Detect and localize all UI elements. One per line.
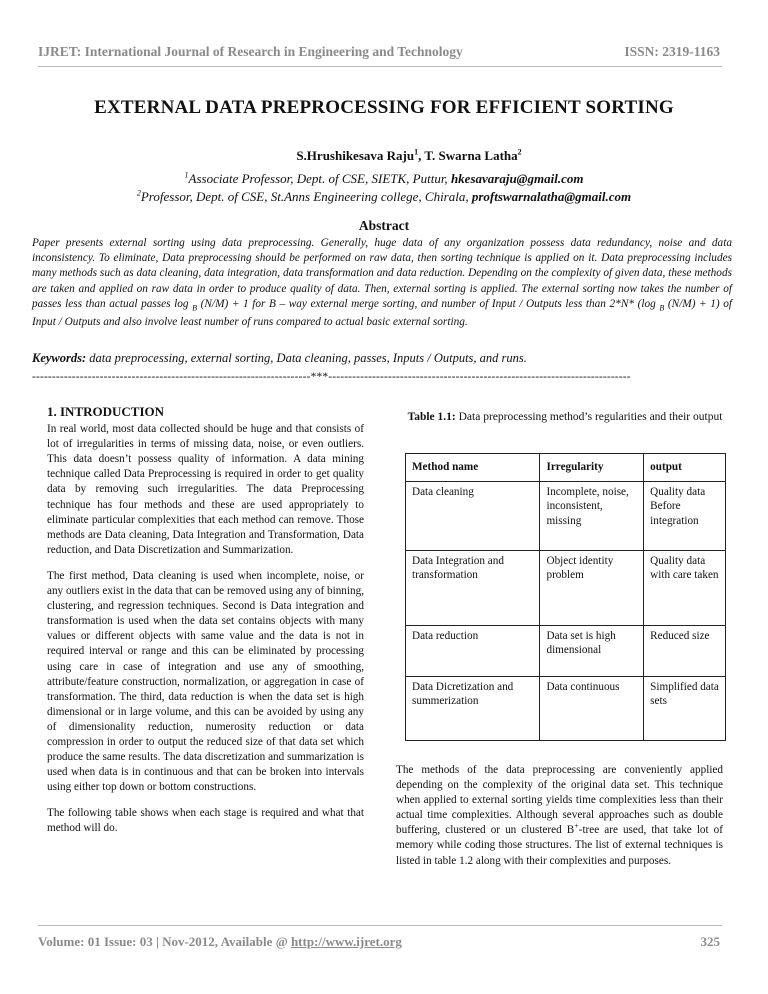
abstract-heading: Abstract: [358, 218, 410, 233]
table-cell: Data cleaning: [406, 481, 540, 550]
table-row: [406, 676, 726, 740]
methods-text-2: -tree are used, that take lot of memory while coding those structures. The list of external techniques is listed in table 1.2 along with their complexities and purposes.: [396, 824, 723, 867]
keywords-line: [32, 351, 732, 366]
table-caption-text: Data preprocessing method’s regularities and their output: [455, 411, 723, 423]
table-row: [406, 625, 726, 676]
keywords-text: data preprocessing, external sorting, Data cleaning, passes, Inputs / Outputs, and runs.: [86, 351, 527, 365]
affiliation-1-text: Associate Professor, Dept. of CSE, SIETK, Puttur,: [188, 171, 451, 186]
table-cell: Data Dicretization and summerization: [406, 676, 540, 740]
table-cell: Data reduction: [406, 625, 540, 676]
table-cell: Object identity problem: [540, 550, 644, 625]
journal-header: IJRET: International Journal of Research in Engineering and Technology: [38, 44, 463, 59]
abstract-body: [32, 236, 732, 330]
abstract-text-2: (N/M) + 1 for B – way external merge sorting, and number of Input / Outputs less than 2*N* (log: [197, 297, 660, 310]
intro-paragraph-2: The first method, Data cleaning is used when incomplete, noise, or any outliers exist in the data that can be removed using any of binning, clustering, and regression techniques. Second is Data integration and transformation is used when the data set contains objects with many values or different objects with same value and the data is not in required interval or range and this can be eliminated by processing using care in case of integration and use any of smoothing, attribute/feature construction, normalization, or aggregation in case of transformation. The third, data reduction is when the data set is high dimensional or in large volume, and this can be avoided by using any of dimensionality reduction, numerosity reduction or data compression in order to output the reduced size of that data set which produce the same results. The data discretization and summarization is used when data is in continuous and that can be broken into intervals using either top down or bottom constructions.: [47, 569, 364, 794]
affiliation-1: [0, 171, 768, 187]
table-header-method: Method name: [406, 454, 540, 482]
affiliation-1-sup: 1: [184, 170, 189, 180]
table-header-irregularity: Irregularity: [540, 454, 644, 482]
abstract-text-1: Paper presents external sorting using data preprocessing. Generally, huge data of any organization possess data redundancy, noise and data inconsistency. To eliminate, Data preprocessing should be performed on raw data, then sorting technique is applied on it. Data preprocessing includes many methods such as data cleaning, data integration, data transformation and data reduction. Depending on the complexity of given data, these methods are taken and applied on raw data in order to produce quality of data. Then, external sorting is applied. The external sorting now takes the number of passes less than actual passes log: [32, 237, 732, 310]
table-cell: Data continuous: [540, 676, 644, 740]
table-caption-label: Table 1.1:: [407, 411, 456, 423]
header-rule: [38, 66, 722, 67]
table-cell: Quality data with care taken: [644, 550, 726, 625]
footer-rule: [38, 925, 722, 926]
author-2: T. Swarna Latha: [424, 148, 518, 163]
introduction-heading: 1. INTRODUCTION: [47, 404, 165, 419]
table-cell: Reduced size: [644, 625, 726, 676]
abstract-sub-2: B: [659, 303, 665, 313]
abstract-text-3: (N/M) + 1) of Input / Outputs and also involve least number of runs compared to actual basic external sorting.: [32, 297, 733, 329]
affiliation-2: [0, 189, 768, 205]
preprocessing-table: [405, 453, 726, 741]
methods-text-1: The methods of the data preprocessing are conveniently applied depending on the complexity of the original data set. This technique when applied to external sorting yields time complexities less than their actual time complexities. Although several approaches such as double buffering, clustered or un clustered B: [396, 764, 723, 837]
affiliation-2-email[interactable]: proftswarnalatha@gmail.com: [471, 189, 632, 204]
footer-volume-text: Volume: 01 Issue: 03 | Nov-2012, Available @: [38, 934, 291, 949]
abstract-sub-1: B: [192, 303, 198, 313]
affiliation-2-sup: 2: [136, 188, 141, 198]
introduction-column: [47, 404, 364, 848]
table-header-row: [406, 454, 726, 482]
paper-title: EXTERNAL DATA PREPROCESSING FOR EFFICIENT SORTING: [94, 97, 674, 118]
methods-sup: +: [574, 821, 579, 831]
affiliation-2-text: Professor, Dept. of CSE, St.Anns Engineering college, Chirala,: [140, 189, 472, 204]
intro-paragraph-1: In real world, most data collected should be huge and that consists of lot of irregularities in terms of missing data, noise, or even outliers. This data doesn’t possess quality of information. A data mining technique called Data Preprocessing is required in order to get quality data by removing such irregularities. The data Preprocessing technique has four methods and these are used appropriately to eliminate particular complexities that each method can remove. Those methods are Data cleaning, Data Integration and Transformation, Data reduction, and Data Discretization and Summarization.: [47, 423, 364, 556]
table-header-output: output: [644, 454, 726, 482]
table-row: [406, 550, 726, 625]
affiliation-1-email[interactable]: hkesavaraju@gmail.com: [450, 171, 584, 186]
table-cell: Data set is high dimensional: [540, 625, 644, 676]
section-separator: ----------------------------------------------------------------------***----------------------------------------------------------------------------: [32, 371, 631, 383]
author-separator: ,: [418, 148, 425, 163]
footer-volume: [38, 934, 402, 950]
author-2-sup: 2: [517, 147, 522, 157]
table-cell: Incomplete, noise, inconsistent, missing: [540, 481, 644, 550]
table-caption: [405, 410, 725, 424]
intro-paragraph-3: The following table shows when each stage is required and what that method will do.: [47, 807, 364, 835]
methods-paragraph: [396, 763, 723, 869]
table-cell: Data Integration and transformation: [406, 550, 540, 625]
table-cell: Quality data Before integration: [644, 481, 726, 550]
table-row: [406, 481, 726, 550]
issn-header: ISSN: 2319-1163: [624, 44, 720, 59]
page-number: 325: [700, 934, 720, 949]
author-1-sup: 1: [414, 147, 419, 157]
author-1: S.Hrushikesava Raju: [296, 148, 415, 163]
keywords-label: Keywords:: [32, 351, 87, 365]
author-line: [0, 148, 768, 164]
table-cell: Simplified data sets: [644, 676, 726, 740]
footer-link[interactable]: http://www.ijret.org: [290, 934, 402, 949]
